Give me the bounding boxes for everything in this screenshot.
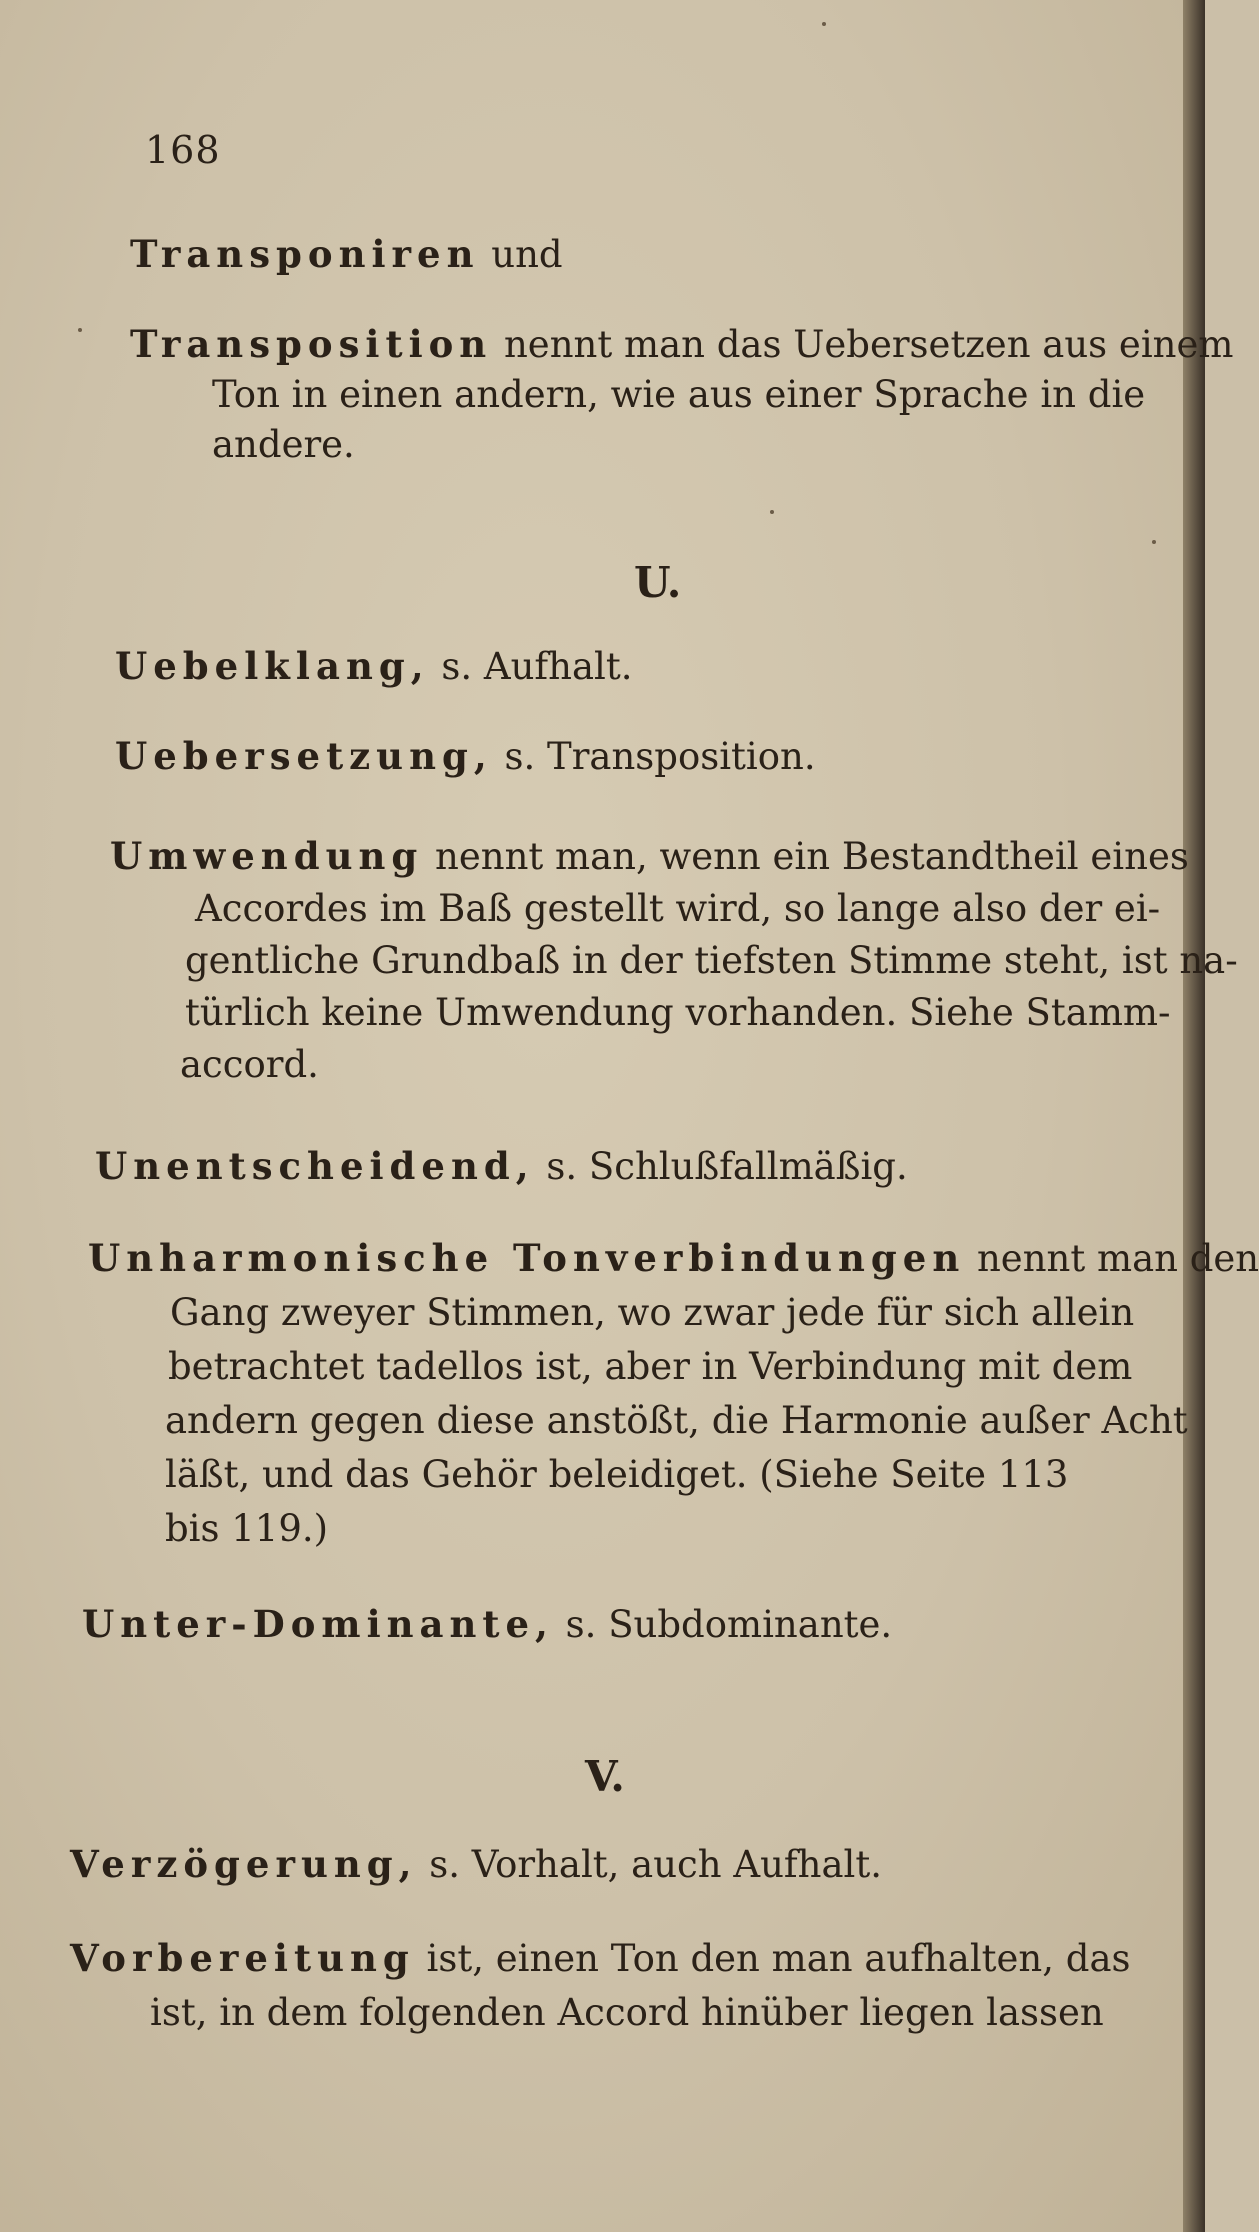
paper-speck (770, 510, 774, 514)
entry-text-line: accord. (180, 1043, 319, 1086)
page-number: 168 (145, 128, 221, 172)
entry-headword: Unharmonische Tonverbindungen (88, 1236, 966, 1280)
entry-headword: Uebersetzung, (115, 734, 493, 778)
entry-headword: Unter-Dominante, (82, 1602, 554, 1646)
entry-text: und (479, 233, 563, 276)
entry-text: nennt man das Uebersetzen aus einem (492, 323, 1234, 366)
entry-text: s. Transposition. (492, 735, 816, 778)
entry-text: ist, einen Ton den man aufhalten, das (414, 1937, 1131, 1980)
entry-text-line: bis 119.) (165, 1507, 329, 1550)
entry-text-line: gentliche Grundbaß in der tiefsten Stimme steht, ist na- (185, 939, 1238, 982)
entry-headword: Uebelklang, (115, 644, 430, 688)
entry-headword: Unentscheidend, (95, 1144, 535, 1188)
entry-text-line: Gang zweyer Stimmen, wo zwar jede für sich allein (170, 1291, 1135, 1334)
entry-headword: Vorbereitung (70, 1936, 415, 1980)
section-letter-u: U. (634, 558, 682, 607)
entry-headword: Transposition (130, 322, 493, 366)
paper-speck (822, 22, 826, 26)
entry-text-line: andere. (212, 423, 355, 466)
entry-text-line: türlich keine Umwendung vorhanden. Siehe Stamm- (185, 991, 1171, 1034)
entry-headword: Umwendung (110, 834, 424, 878)
entry-headword: Verzögerung, (70, 1842, 418, 1886)
paper-speck (78, 328, 82, 332)
entry-text: nennt man den (965, 1237, 1259, 1280)
entry-text-line: ist, in dem folgenden Accord hinüber liegen lassen (150, 1991, 1104, 2034)
entry-text: nennt man, wenn ein Bestandtheil eines (423, 835, 1189, 878)
entry-text-line: läßt, und das Gehör beleidiget. (Siehe Seite 113 (165, 1453, 1069, 1496)
entry-text-line: Ton in einen andern, wie aus einer Sprache in die (212, 373, 1146, 416)
entry-text: s. Vorhalt, auch Aufhalt. (417, 1843, 882, 1886)
entry-text-line: betrachtet tadellos ist, aber in Verbindung mit dem (168, 1345, 1133, 1388)
entry-text: s. Aufhalt. (429, 645, 633, 688)
entry-text: s. Subdominante. (553, 1603, 893, 1646)
entry-text: s. Schlußfallmäßig. (534, 1145, 908, 1188)
entry-text-line: andern gegen diese anstößt, die Harmonie außer Acht (165, 1399, 1188, 1442)
entry-text-line: Accordes im Baß gestellt wird, so lange also der ei- (195, 887, 1161, 930)
paper-speck (1152, 540, 1156, 544)
section-letter-v: V. (585, 1752, 625, 1801)
entry-headword: Transponiren (130, 232, 480, 276)
